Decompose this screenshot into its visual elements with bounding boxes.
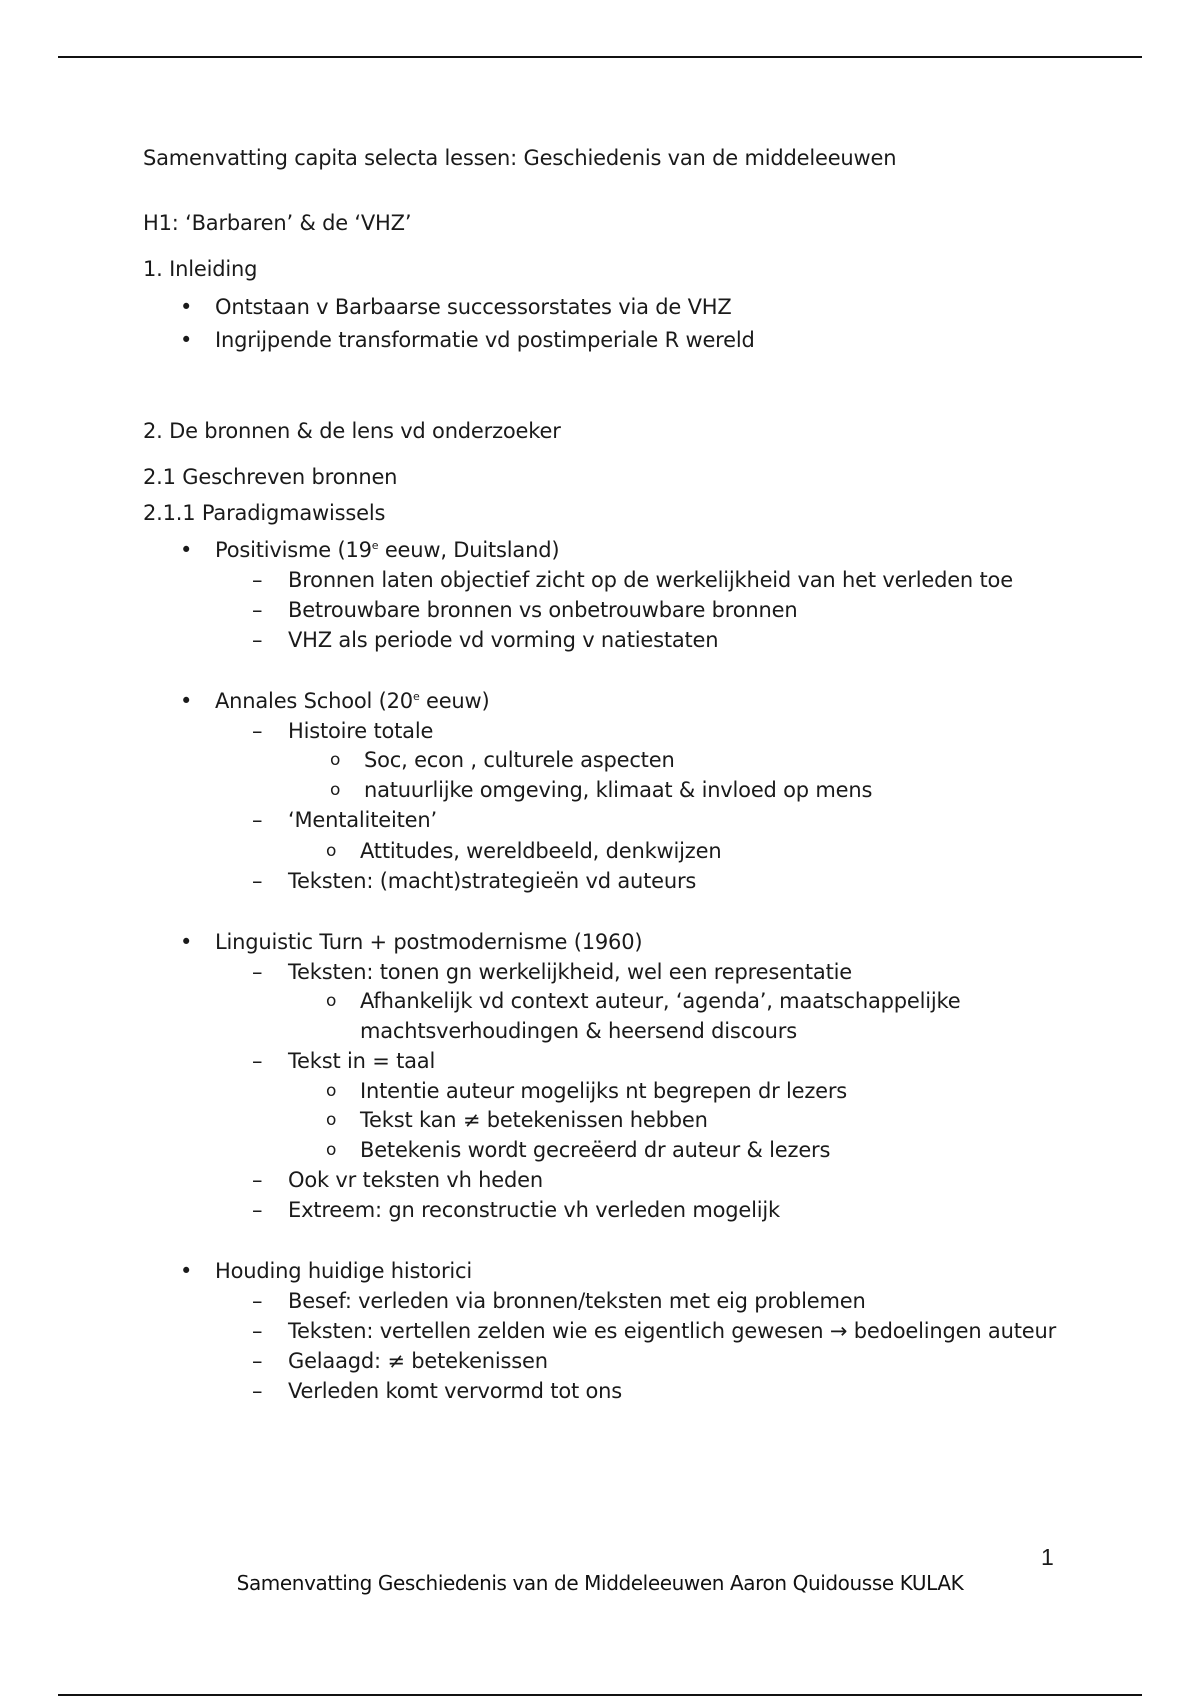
section-heading-bronnen: 2. De bronnen & de lens vd onderzoeker [143,419,561,443]
document-title: Samenvatting capita selecta lessen: Geschiedenis van de middeleeuwen [143,146,897,170]
list-item: VHZ als periode vd vorming v natiestaten [288,628,719,652]
list-item: Besef: verleden via bronnen/teksten met eig problemen [288,1289,866,1313]
dash-marker: – [252,1049,263,1073]
list-item-linguistic-turn: Linguistic Turn + postmodernisme (1960) [215,930,643,954]
dash-marker: – [252,1319,263,1343]
dash-marker: – [252,1349,263,1373]
list-item: Ingrijpende transformatie vd postimperiale R wereld [215,328,755,352]
circle-marker: o [326,991,337,1011]
list-item: Soc, econ , culturele aspecten [364,748,675,772]
list-item: Tekst in = taal [288,1049,436,1073]
bullet-marker: • [180,295,193,319]
dash-marker: – [252,1289,263,1313]
list-item: Afhankelijk vd context auteur, ‘agenda’, maatschappelijke [360,989,961,1013]
dash-marker: – [252,568,263,592]
list-item: Intentie auteur mogelijks nt begrepen dr lezers [360,1079,848,1103]
list-item: Betrouwbare bronnen vs onbetrouwbare bronnen [288,598,798,622]
list-item: ‘Mentaliteiten’ [288,808,437,832]
list-item: Teksten: tonen gn werkelijkheid, wel een representatie [288,960,852,984]
list-item: Extreem: gn reconstructie vh verleden mogelijk [288,1198,780,1222]
list-item: Histoire totale [288,719,434,743]
list-item: Gelaagd: ≠ betekenissen [288,1349,548,1373]
dash-marker: – [252,960,263,984]
circle-marker: o [326,841,337,861]
list-item: Ook vr teksten vh heden [288,1168,543,1192]
list-item: Teksten: (macht)strategieën vd auteurs [288,869,697,893]
section-heading-inleiding: 1. Inleiding [143,257,258,281]
bullet-marker: • [180,538,193,562]
list-item-houding: Houding huidige historici [215,1259,472,1283]
dash-marker: – [252,869,263,893]
circle-marker: o [330,750,341,770]
list-item: natuurlijke omgeving, klimaat & invloed op mens [364,778,873,802]
page-footer: Samenvatting Geschiedenis van de Middeleeuwen Aaron Quidousse KULAK [236,1571,964,1595]
bottom-rule [58,1694,1142,1696]
list-item-continuation: machtsverhoudingen & heersend discours [360,1019,797,1043]
list-item-annales: Annales School (20e eeuw) [215,689,490,713]
bullet-marker: • [180,328,193,352]
bullet-marker: • [180,930,193,954]
dash-marker: – [252,628,263,652]
page-number: 1 [1041,1544,1054,1570]
list-item: Ontstaan v Barbaarse successorstates via de VHZ [215,295,732,319]
chapter-heading: H1: ‘Barbaren’ & de ‘VHZ’ [143,211,412,235]
list-item: Teksten: vertellen zelden wie es eigentlich gewesen → bedoelingen auteur [288,1319,1057,1343]
subsection-heading: 2.1 Geschreven bronnen [143,465,398,489]
bullet-marker: • [180,1259,193,1283]
bullet-marker: • [180,689,193,713]
dash-marker: – [252,1379,263,1403]
dash-marker: – [252,1168,263,1192]
list-item: Betekenis wordt gecreëerd dr auteur & lezers [360,1138,831,1162]
circle-marker: o [326,1081,337,1101]
dash-marker: – [252,808,263,832]
circle-marker: o [330,780,341,800]
subsubsection-heading: 2.1.1 Paradigmawissels [143,501,386,525]
dash-marker: – [252,598,263,622]
list-item: Verleden komt vervormd tot ons [288,1379,622,1403]
list-item: Bronnen laten objectief zicht op de werkelijkheid van het verleden toe [288,568,1013,592]
circle-marker: o [326,1110,337,1130]
dash-marker: – [252,719,263,743]
dash-marker: – [252,1198,263,1222]
circle-marker: o [326,1140,337,1160]
list-item: Attitudes, wereldbeeld, denkwijzen [360,839,722,863]
list-item: Tekst kan ≠ betekenissen hebben [360,1108,708,1132]
top-rule [58,56,1142,58]
list-item-positivisme: Positivisme (19e eeuw, Duitsland) [215,538,560,562]
